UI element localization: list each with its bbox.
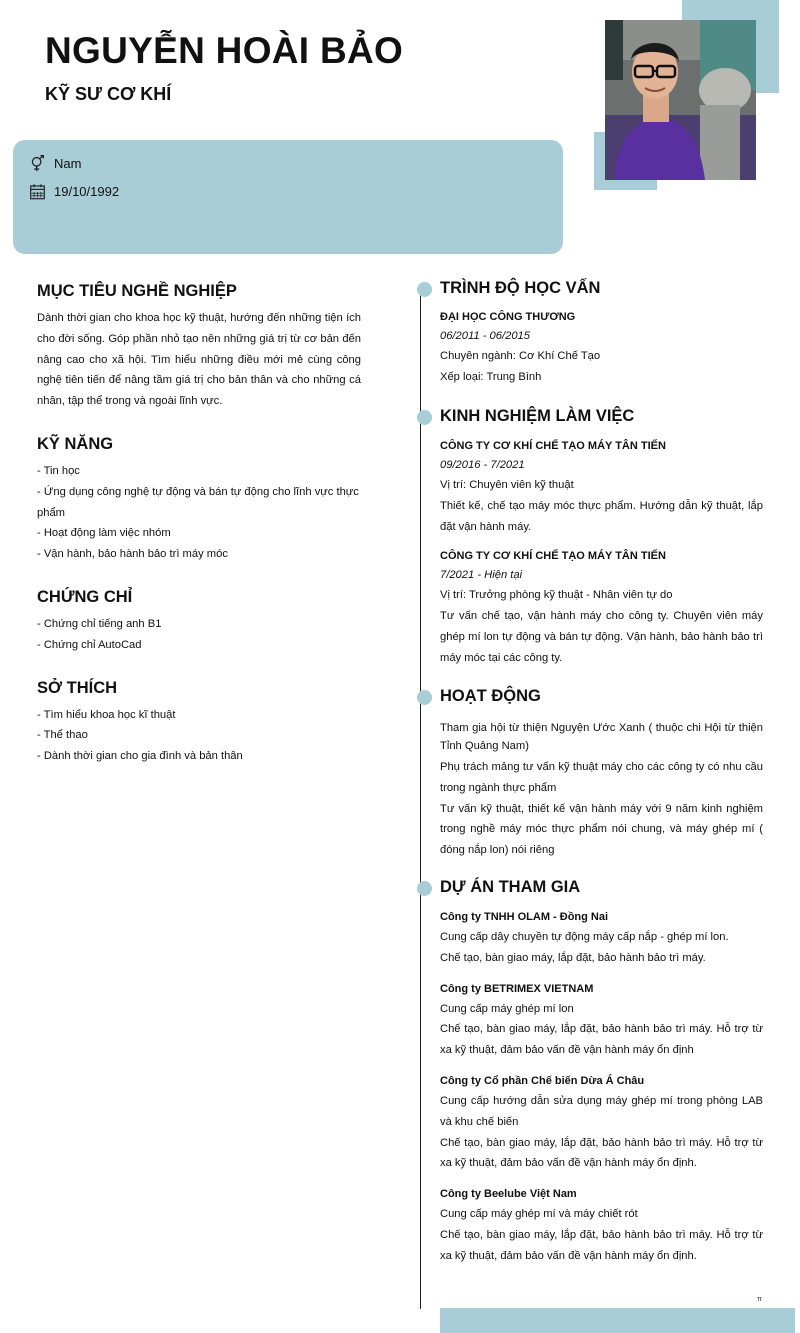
hobbies-section <box>37 679 361 767</box>
experience-section <box>440 407 763 669</box>
job-entry <box>440 437 763 537</box>
education-grade: Xếp loại: Trung Bình <box>440 370 542 383</box>
skill-item: - Hoạt động làm việc nhóm <box>37 527 171 540</box>
skill-item: - Tin học <box>37 464 80 477</box>
skill-item: - Ứng dụng công nghệ tự động và bán tự động cho lĩnh vực thực phẩm <box>37 485 359 519</box>
objective-title: MỤC TIÊU NGHỀ NGHIỆP <box>37 282 237 300</box>
left-column <box>37 282 361 790</box>
project-entry <box>440 908 763 969</box>
job-company: CÔNG TY CƠ KHÍ CHẾ TẠO MÁY TÂN TIẾN <box>440 440 666 452</box>
project-company: Công ty Beelube Việt Nam <box>440 1188 577 1201</box>
hobby-item: - Dành thời gian cho gia đình và bản thân <box>37 750 243 763</box>
birthdate-value: 19/10/1992 <box>54 184 120 199</box>
job-entry <box>440 547 763 668</box>
education-section <box>440 279 763 388</box>
timeline-dot <box>417 410 432 425</box>
certificate-item: - Chứng chỉ AutoCad <box>37 638 142 651</box>
hobby-item: - Thể thao <box>37 729 88 742</box>
activities-section <box>440 687 763 861</box>
activity-item: Tư vấn kỹ thuật, thiết kế vận hành máy với 9 năm kinh nghiệm trong nghề máy móc thực phẩm nói chung, và máy ghép mí ( đóng nắp lon) nói riêng <box>440 802 763 857</box>
calendar-icon <box>29 183 46 200</box>
education-period: 06/2011 - 06/2015 <box>440 330 530 342</box>
experience-title: KINH NGHIỆM LÀM VIỆC <box>440 407 635 425</box>
job-title: KỸ SƯ CƠ KHÍ <box>45 84 172 104</box>
info-gender-row <box>29 155 81 172</box>
objective-text: Dành thời gian cho khoa học kỹ thuật, hướng đến những tiện ích cho đời sống. Góp phần nhỏ tạo nên những giá trị từ cơ bản đến nâng cao cho xã hội. Tìm hiểu những điều mới mẻ cùng công nghệ tiên tiến để nâng tầm giá trị cho bản thân và cho những cá nhân, tập thể trong và ngoài lĩnh vực. <box>37 312 361 408</box>
project-line: Cung cấp máy ghép mí lon <box>440 1002 574 1015</box>
skills-section <box>37 435 361 565</box>
project-line: Cung cấp dây chuyền tự động máy cấp nắp - ghép mí lon. <box>440 931 729 943</box>
education-title: TRÌNH ĐỘ HỌC VẤN <box>440 279 601 297</box>
profile-photo <box>605 20 756 180</box>
activity-item: Tham gia hội từ thiện Nguyện Ước Xanh ( thuộc chi Hội từ thiện Tỉnh Quảng Nam) <box>440 722 763 752</box>
hobby-item: - Tìm hiểu khoa học kĩ thuật <box>37 708 176 721</box>
project-line: Cung cấp hướng dẫn sửa dụng máy ghép mí trong phòng LAB và khu chế biến <box>440 1094 763 1128</box>
page-mark: π <box>757 1296 762 1303</box>
project-line: Chế tạo, bàn giao máy, lắp đặt, bảo hành bảo trì máy. Hỗ trợ từ xa kỹ thuật, đảm bảo vấn đề vận hành máy ổn định <box>440 1023 763 1057</box>
activity-item: Phụ trách mảng tư vấn kỹ thuật máy cho các công ty có nhu cầu trong ngành thực phẩm <box>440 761 763 794</box>
job-description: Thiết kế, chế tạo máy móc thực phẩm. Hướng dẫn kỹ thuật, lắp đặt vận hành máy. <box>440 499 763 533</box>
project-line: Chế tạo, bàn giao máy, lắp đặt, bảo hành bảo trì máy. <box>440 951 706 964</box>
timeline-line <box>420 289 421 1309</box>
projects-title: DỰ ÁN THAM GIA <box>440 878 581 896</box>
job-period: 7/2021 - Hiện tại <box>440 569 523 582</box>
objective-section <box>37 282 361 412</box>
project-entry <box>440 1185 763 1266</box>
project-line: Cung cấp máy ghép mí và máy chiết rót <box>440 1208 638 1221</box>
job-position: Vị trí: Chuyên viên kỹ thuật <box>440 479 574 491</box>
project-entry <box>440 980 763 1061</box>
job-company: CÔNG TY CƠ KHÍ CHẾ TẠO MÁY TÂN TIẾN <box>440 550 666 563</box>
projects-section <box>440 878 763 1267</box>
gender-value: Nam <box>54 156 82 171</box>
certificates-title: CHỨNG CHỈ <box>37 587 133 606</box>
timeline-dot <box>417 282 432 297</box>
project-company: Công ty Cổ phần Chế biến Dừa Á Châu <box>440 1074 645 1087</box>
job-position: Vị trí: Trưởng phòng kỹ thuật - Nhân viên tự do <box>440 589 673 602</box>
timeline-dot <box>417 690 432 705</box>
school-name: ĐẠI HỌC CÔNG THƯƠNG <box>440 311 576 323</box>
project-company: Công ty TNHH OLAM - Đồng Nai <box>440 911 609 923</box>
skill-item: - Vận hành, bảo hành bảo trì máy móc <box>37 548 228 561</box>
project-line: Chế tạo, bàn giao máy, lắp đặt, bảo hành bảo trì máy. Hỗ trợ từ xa kỹ thuật, đảm bảo vấn đề vận hành máy ổn định. <box>440 1228 763 1262</box>
certificates-section <box>37 588 361 656</box>
personal-info-box <box>13 140 563 254</box>
certificate-item: - Chứng chỉ tiếng anh B1 <box>37 617 162 630</box>
decor-bar-bottom <box>440 1308 795 1333</box>
hobbies-title: SỞ THÍCH <box>37 678 118 697</box>
timeline-dot <box>417 881 432 896</box>
candidate-name: NGUYỄN HOÀI BẢO <box>45 30 404 71</box>
project-company: Công ty BETRIMEX VIETNAM <box>440 982 594 995</box>
project-line: Chế tạo, bàn giao máy, lắp đặt, bảo hành bảo trì máy. Hỗ trợ từ xa kỹ thuật, đảm bảo vấn đề vận hành máy ổn định. <box>440 1136 763 1170</box>
education-major: Chuyên ngành: Cơ Khí Chế Tạo <box>440 350 601 362</box>
skills-title: KỸ NĂNG <box>37 434 114 453</box>
info-birthdate-row <box>29 183 119 200</box>
project-entry <box>440 1072 763 1174</box>
gender-icon <box>29 155 46 172</box>
job-period: 09/2016 - 7/2021 <box>440 459 525 471</box>
job-description: Tư vấn chế tạo, vận hành máy cho công ty. Chuyên viên máy ghép mí lon tự động và bán tự động. Vận hành, bảo hành bảo trì máy móc tại các công ty. <box>440 610 763 664</box>
activities-title: HOẠT ĐỘNG <box>440 687 541 705</box>
